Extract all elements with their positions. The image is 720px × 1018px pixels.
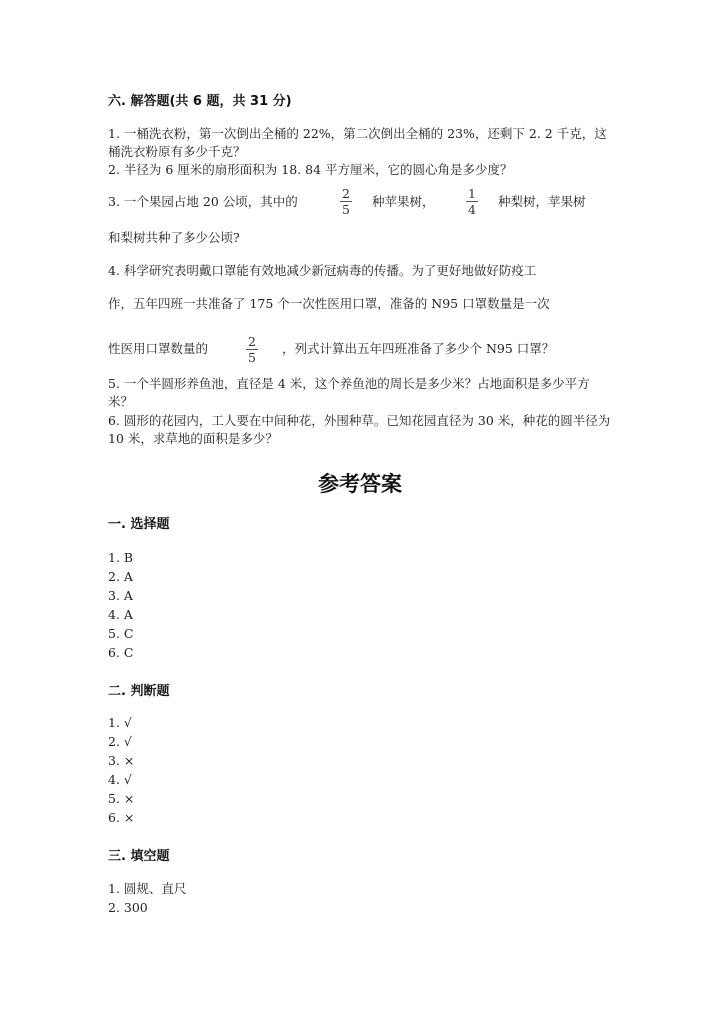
answer-item: 1. 圆规、直尺 [108, 881, 187, 896]
answer-item: 2. A [108, 569, 133, 584]
answer-item: 4. A [108, 607, 133, 622]
question-4-part-d: ，列式计算出五年四班准备了多少个 N95 口罩？ [282, 341, 555, 356]
fraction-denominator: 5 [248, 350, 256, 365]
question-3-part-c: 种梨树，苹果树 [498, 194, 586, 209]
answer-item: 1. √ [108, 715, 132, 730]
answer-item: 6. C [108, 645, 134, 660]
answer-item: 5. C [108, 626, 134, 641]
question-3-part-a: 3. 一个果园占地 20 公顷，其中的 [108, 194, 298, 209]
fraction-numerator: 2 [248, 334, 256, 349]
answer-item: 2. 300 [108, 900, 148, 915]
fraction-two-fifths-q4 [245, 334, 259, 365]
question-4-line-1: 4. 科学研究表明戴口罩能有效地减少新冠病毒的传播。为了更好地做好防疫工 [108, 263, 537, 278]
question-5: 5. 一个半圆形养鱼池，直径是 4 米，这个养鱼池的周长是多少米？占地面积是多少平方米？ [108, 376, 590, 409]
answer-list-2 [108, 713, 134, 827]
fraction-one-fourth [465, 186, 479, 217]
answer-item: 1. B [108, 550, 134, 565]
fraction-denominator: 4 [468, 202, 476, 217]
answer-item: 4. √ [108, 772, 132, 787]
question-3-part-d: 和梨树共种了多少公顷? [108, 230, 240, 245]
answers-title: 参考答案 [318, 472, 402, 496]
section-heading-1: 一. 选择题 [108, 517, 170, 532]
question-4-line-2: 作，五年四班一共准备了 175 个一次性医用口罩，准备的 N95 口罩数量是一次 [108, 296, 550, 311]
answer-item: 2. √ [108, 734, 132, 749]
answer-item: 6. × [108, 810, 135, 825]
fraction-two-fifths [339, 186, 353, 217]
question-2: 2. 半径为 6 厘米的扇形面积为 18. 84 平方厘米，它的圆心角是多少度？ [108, 162, 513, 177]
answer-item: 5. × [108, 791, 135, 806]
section-heading-6: 六. 解答题(共 6 题，共 31 分) [108, 94, 292, 109]
answer-list-1 [108, 548, 133, 662]
section-heading-2: 二. 判断题 [108, 684, 170, 699]
fraction-denominator: 5 [342, 202, 350, 217]
fraction-numerator: 1 [468, 186, 476, 201]
section-heading-3: 三. 填空题 [108, 849, 170, 864]
answer-item: 3. A [108, 588, 133, 603]
question-4-part-c: 性医用口罩数量的 [108, 341, 209, 356]
question-6: 6. 圆形的花园内，工人要在中间种花，外围种草。已知花园直径为 30 米，种花的圆半径为 10 米，求草地的面积是多少？ [108, 413, 611, 446]
fraction-numerator: 2 [342, 186, 350, 201]
question-3-part-b: 种苹果树， [372, 194, 435, 209]
answer-item: 3. × [108, 753, 135, 768]
question-1: 1. 一桶洗衣粉，第一次倒出全桶的 22%，第二次倒出全桶的 23%，还剩下 2. 2 千克，这桶洗衣粉原有多少千克？ [108, 126, 607, 159]
answer-list-3 [108, 879, 186, 917]
